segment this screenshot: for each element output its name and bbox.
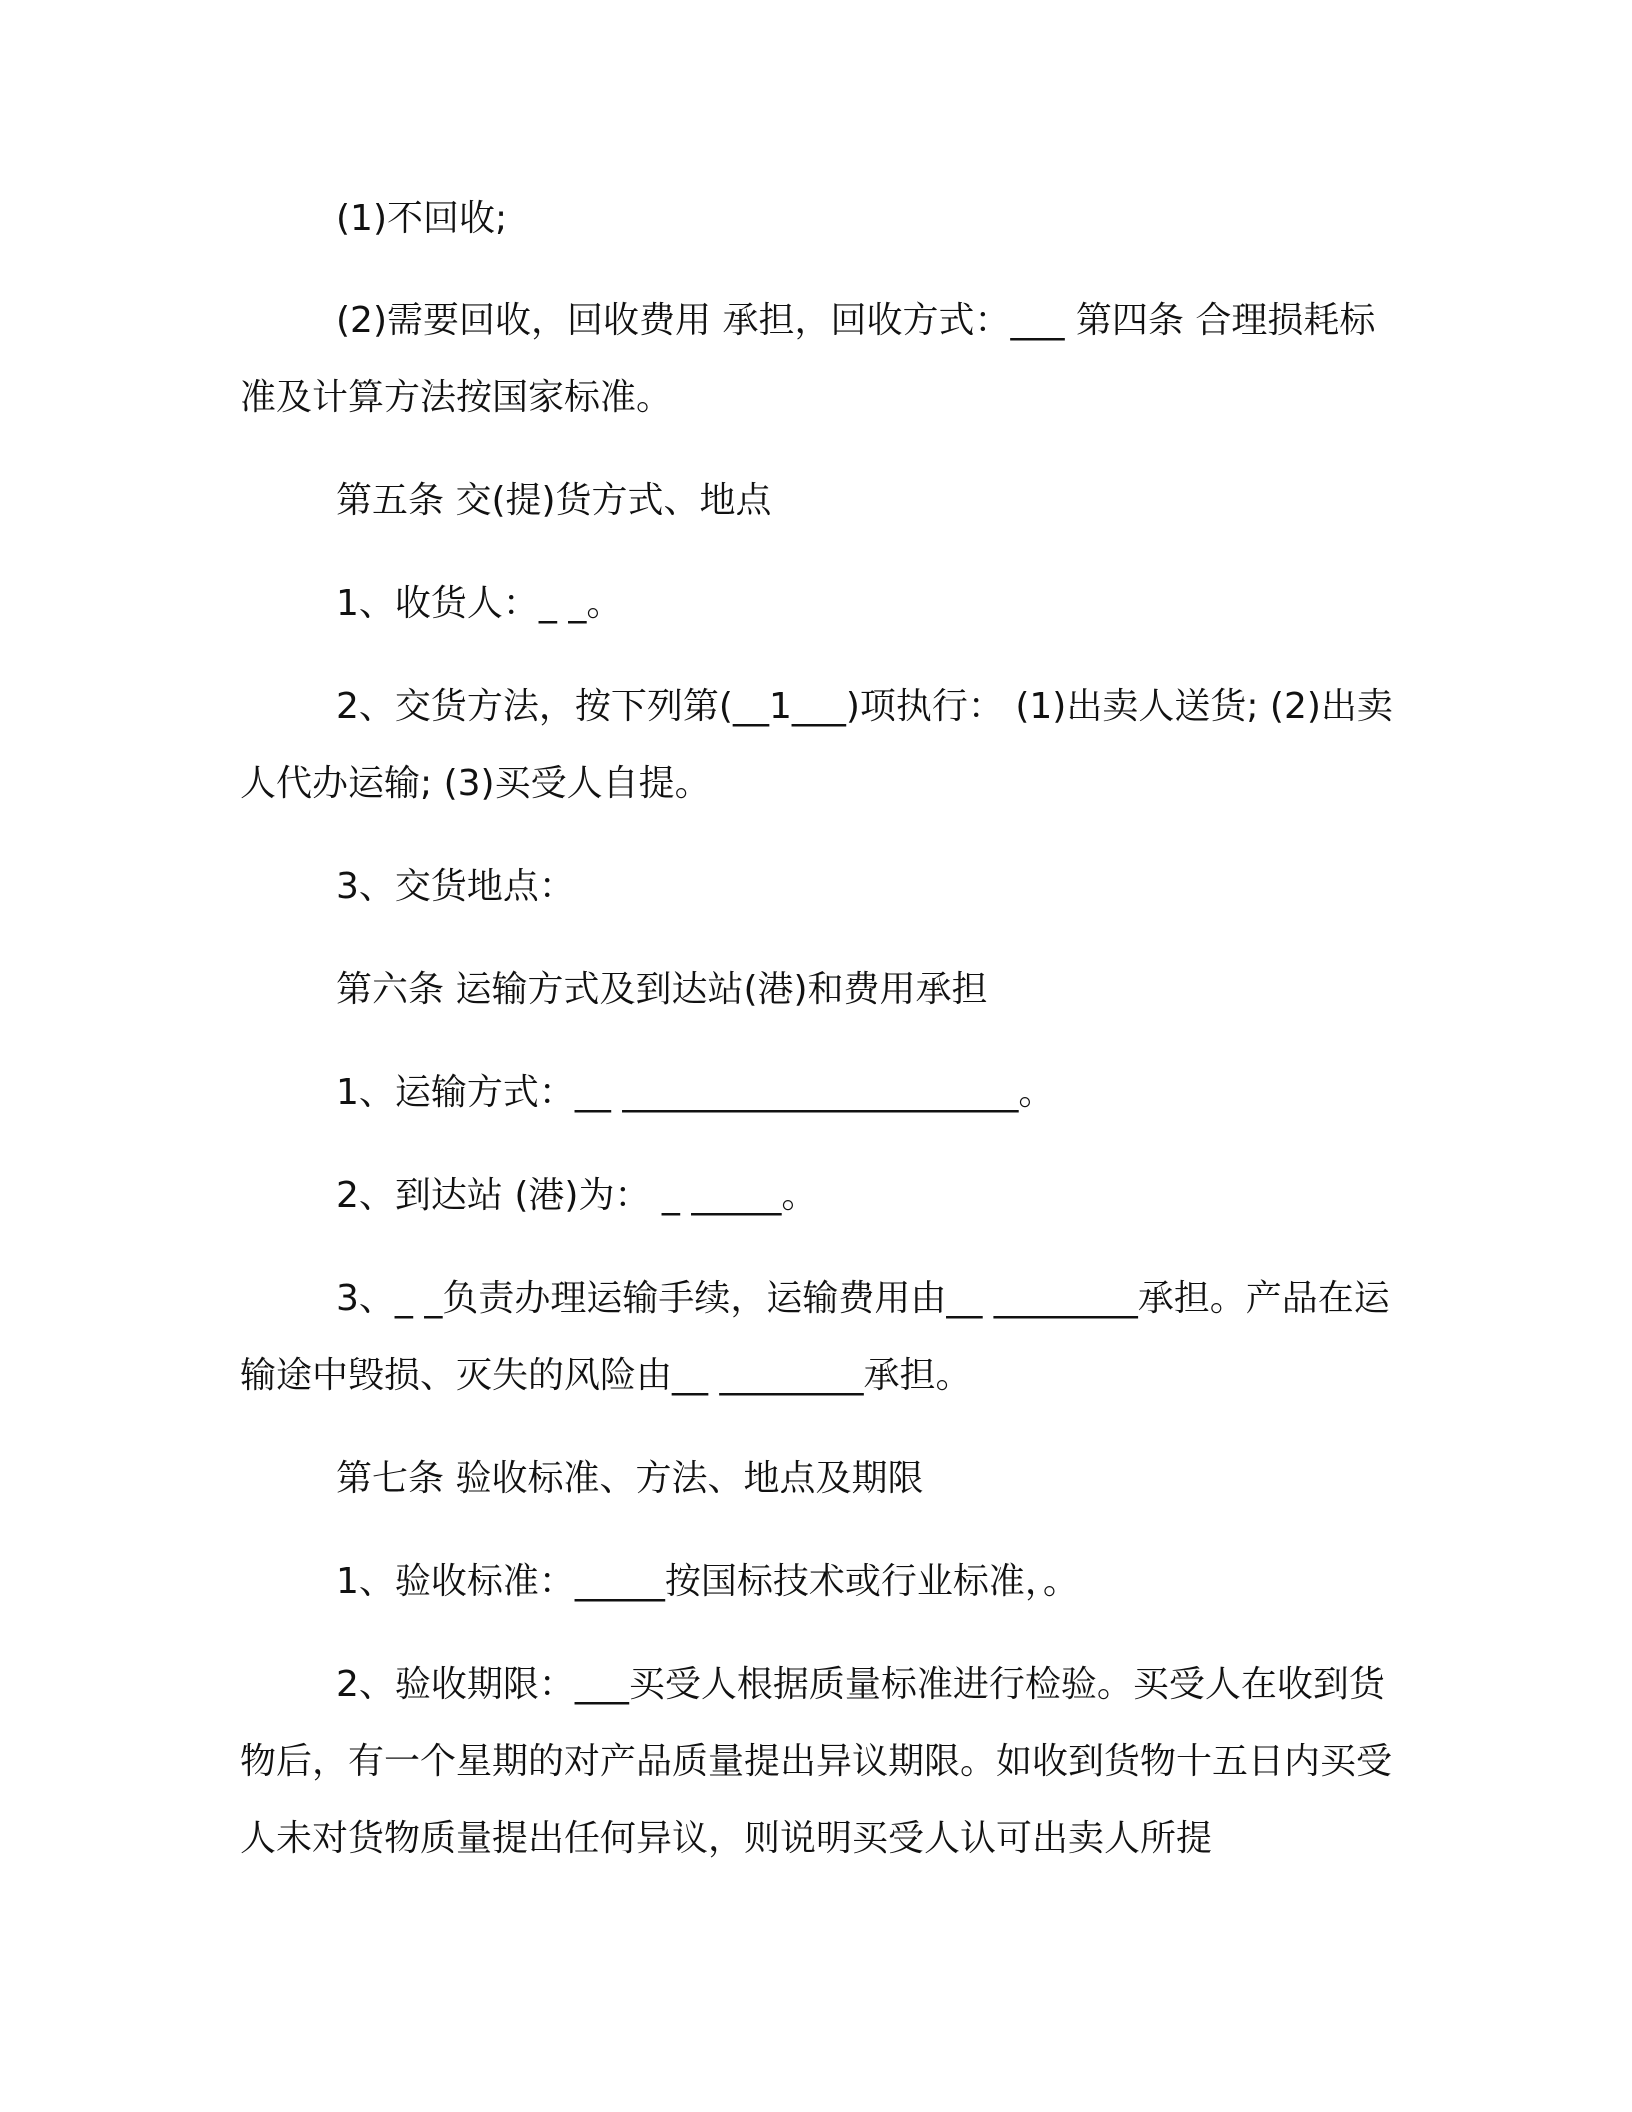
paragraph-arrival-station: 2、到达站 (港)为： _ _____。 [336,1175,818,1216]
section-7-heading: 第七条 验收标准、方法、地点及期限 [336,1458,924,1499]
paragraph-2: (2)需要回收，回收费用 承担，回收方式：___ 第四条 合理损耗标准及计算方法按国家标准。 [240,300,1376,418]
paragraph-acceptance-period: 2、验收期限：___买受人根据质量标准进行检验。买受人在收到货物后，有一个星期的对产品质量提出异议期限。如收到货物十五日内买受人未对货物质量提出任何异议，则说明买受人认可出卖人所提 [240,1664,1393,1859]
section-6-heading: 第六条 运输方式及到达站(港)和费用承担 [336,969,988,1010]
paragraph-1: (1)不回收; [336,198,508,239]
paragraph-delivery-place: 3、交货地点： [336,866,575,907]
paragraph-receiver: 1、收货人：_ _。 [336,583,623,624]
paragraph-transport-method: 1、运输方式：__ ______________________。 [336,1072,1055,1113]
paragraph-delivery-method: 2、交货方法，按下列第(__1___)项执行： (1)出卖人送货; (2)出卖人代办运输; (3)买受人自提。 [240,686,1393,804]
paragraph-acceptance-standard: 1、验收标准：_____按国标技术或行业标准，。 [336,1561,1079,1602]
paragraph-transport-cost: 3、_ _负责办理运输手续，运输费用由__ ________承担。产品在运输途中毁损、灭失的风险由__ ________承担。 [240,1278,1390,1396]
section-5-heading: 第五条 交(提)货方式、地点 [336,480,772,521]
